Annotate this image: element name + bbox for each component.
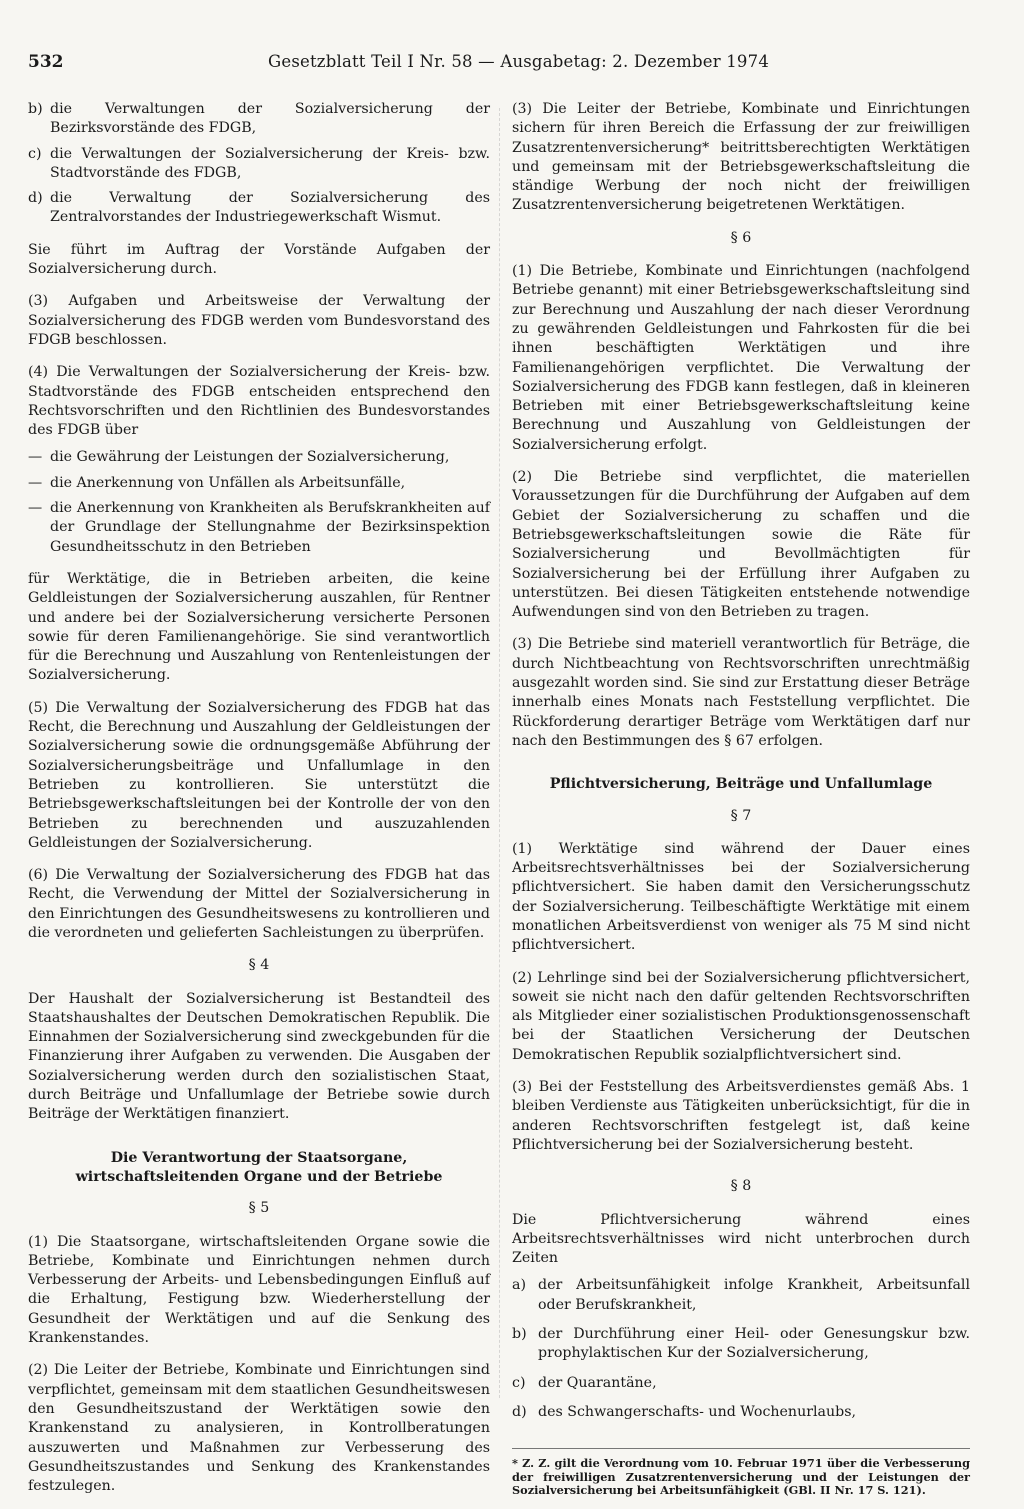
paragraph: (5) Die Verwaltung der Sozialversicherung des FDGB hat das Recht, die Berechnung und Auszahlung der Geldleistungen der Sozialversicherung sowie die ordnungsgemäße Abführung der Sozialversicherungsbeiträge und Unfallumlage in den Betrieben zu kontrollieren. Sie unterstützt die Betriebsgewerkschaftsleitungen bei der Kontrolle der von den Betrieben zu berechnenden und auszuzahlenden Geldleistungen der Sozialversicherung. [28,699,490,851]
right-column [512,100,970,1498]
section-sign: § 6 [730,229,752,246]
section-heading: Pflichtversicherung, Beiträge und Unfallumlage [549,776,933,793]
paragraph: (3) Bei der Feststellung des Arbeitsverdienstes gemäß Abs. 1 bleiben Verdienste aus Tätigkeiten unberücksichtigt, für die in anderen Rechtsvorschriften festgelegt ist, daß keine Pflichtversicherung bei der Sozialversicherung besteht. [512,1079,970,1153]
paragraph: für Werktätige, die in Betrieben arbeiten, die keine Geldleistungen der Sozialversicherung auszahlen, für Rentner und andere bei der Sozialversicherung versicherte Personen sowie für deren Familienangehörige. Sie sind verantwortlich für die Berechnung und Auszahlung von Rentenleistungen der Sozialversicherung. [28,570,490,684]
section-heading: Die Verantwortung der Staatsorgane, wirtschaftsleitenden Organe und der Betriebe [75,1149,443,1185]
list-item: — die Gewährung der Leistungen der Sozialversicherung, [28,449,450,466]
list-item: — die Anerkennung von Krankheiten als Berufskrankheiten auf der Grundlage der Stellungnahme der Bezirksinspektion Gesundheitsschutz in den Betrieben [28,500,490,555]
section-sign: § 7 [730,807,752,824]
paragraph: (3) Die Leiter der Betriebe, Kombinate und Einrichtungen sichern für ihren Bereich die Erfassung der zur freiwilligen Zusatzrentenversicherung* beitrittsberechtigten Werktätigen und gemeinsam mit der Betriebsgewerkschaftsleitung die ständige Werbung der noch nicht der freiwilligen Zusatzrentenversicherung beigetretenen Werktätigen. [512,101,970,214]
paragraph: (2) Lehrlinge sind bei der Sozialversicherung pflichtversichert, soweit sie nicht nach den dafür geltenden Rechtsvorschriften als Mitglieder einer sozialistischen Produktionsgenossenschaft bei der Staatlichen Versicherung der Deutschen Demokratischen Republik sozialpflichtversichert sind. [512,969,970,1063]
paragraph: (1) Die Betriebe, Kombinate und Einrichtungen (nachfolgend Betriebe genannt) mit einer Betriebsgewerkschaftsleitung sind zur Berechnung und Auszahlung der nach dieser Verordnung zu gewährenden Geldleistungen und Fahrkosten für die bei ihnen beschäftigten Werktätigen und ihre Familienangehörigen verpflichtet. Die Verwaltung der Sozialversicherung des FDGB kann festlegen, daß in kleineren Betrieben mit einer Betriebsgewerkschaftsleitung keine Berechnung und Auszahlung von Geldleistungen der Sozialversicherung erfolgt. [512,263,970,453]
running-title: Gesetzblatt Teil I Nr. 58 — Ausgabetag: 2. Dezember 1974 [268,52,770,71]
paragraph: (3) Aufgaben und Arbeitsweise der Verwaltung der Sozialversicherung des FDGB werden vom Bundesvorstand des FDGB beschlossen. [28,293,490,348]
section-sign: § 4 [248,957,270,974]
list-top [28,100,490,228]
paragraph: Der Haushalt der Sozialversicherung ist Bestandteil des Staatshaushaltes der Deutschen Demokratischen Republik. Die Einnahmen der Sozialversicherung sind zweckgebunden für die Finanzierung ihrer Aufgaben zu verwenden. Die Ausgaben der Sozialversicherung werden durch den sozialistischen Staat, durch Beiträge und Unfallumlage der Betriebe sowie durch Beiträge der Werktätigen finanziert. [28,990,490,1123]
paragraph: (3) Die Betriebe sind materiell verantwortlich für Beträge, die durch Nichtbeachtung von Rechtsvorschriften unrechtmäßig ausgezahlt worden sind. Sie sind zur Erstattung dieser Beträge innerhalb eines Monats nach Feststellung verpflichtet. Die Rückforderung derartiger Beträge vom Werktätigen darf nur nach den Bestimmungen des § 67 erfolgen. [512,636,970,749]
list-item: c) der Quarantäne, [512,1374,657,1391]
column-divider [499,108,501,1398]
page-number: 532 [28,52,64,72]
list-item: b) der Durchführung einer Heil- oder Genesungskur bzw. prophylaktischen Kur der Sozialversicherung, [512,1326,970,1362]
paragraph: (2) Die Betriebe sind verpflichtet, die materiellen Voraussetzungen für die Durchführung der Aufgaben auf dem Gebiet der Sozialversicherung zu schaffen und die Betriebsgewerkschaftsleitungen sowie die Räte für Sozialversicherung und Bevollmächtigten für Sozialversicherung bei der Erfüllung ihrer Aufgaben zu unterstützen. Bei diesen Tätigkeiten entstehende notwendige Aufwendungen sind von den Betrieben zu tragen. [512,469,970,621]
section-sign: § 5 [248,1200,270,1217]
list-item: d) die Verwaltung der Sozialversicherung des Zentralvorstandes der Industriegewerkschaft Wismut. [28,190,490,226]
paragraph: (1) Werktätige sind während der Dauer eines Arbeitsrechtsverhältnisses bei der Sozialversicherung pflichtversichert. Sie haben damit den Versicherungsschutz der Sozialversicherung. Teilbeschäftigte Werktätige mit einem monatlichen Arbeitsverdienst von weniger als 75 M sind nicht pflichtversichert. [512,840,970,954]
dash-list [28,448,490,556]
paragraph: Sie führt im Auftrag der Vorstände Aufgaben der Sozialversicherung durch. [28,241,490,278]
paragraph: (2) Die Leiter der Betriebe, Kombinate und Einrichtungen sind verpflichtet, gemeinsam mit dem staatlichen Gesundheitswesen den Gesundheitszustand der Werktätigen sowie den Krankenstand zu analysieren, in Kontrollberatungen auszuwerten und Maßnahmen zur Verbesserung des Gesundheitszustandes und Senkung des Krankenstandes festzulegen. [28,1362,490,1495]
section-sign: § 8 [730,1178,752,1195]
list-item: c) die Verwaltungen der Sozialversicherung der Kreis- bzw. Stadtvorstände des FDGB, [28,145,490,181]
left-column [28,100,490,1509]
paragraph: Die Pflichtversicherung während eines Arbeitsrechtsverhältnisses wird nicht unterbrochen durch Zeiten [512,1211,970,1267]
paragraph: (6) Die Verwaltung der Sozialversicherung des FDGB hat das Recht, die Verwendung der Mittel der Sozialversicherung in den Einrichtungen des Gesundheitswesens zu kontrollieren und die verordneten und gelieferten Sachleistungen zu überprüfen. [28,867,490,941]
list-item: b) die Verwaltungen der Sozialversicherung der Bezirksvorstände des FDGB, [28,101,490,137]
paragraph: (4) Die Verwaltungen der Sozialversicherung der Kreis- bzw. Stadtvorstände des FDGB entscheiden entsprechend den Rechtsvorschriften und den Richtlinien des Bundesvorstandes des FDGB über [28,364,490,439]
paragraph: (1) Die Staatsorgane, wirtschaftsleitenden Organe sowie die Betriebe, Kombinate und Einrichtungen nehmen durch Verbesserung der Arbeits- und Lebensbedingungen Einfluß auf die Erhaltung, Festigung bzw. Wiederherstellung der Gesundheit der Werktätigen und auf die Senkung des Krankenstandes. [28,1233,490,1347]
s8-list [512,1276,970,1422]
list-item: a) der Arbeitsunfähigkeit infolge Krankheit, Arbeitsunfall oder Berufskrankheit, [512,1277,970,1313]
page-header [28,52,1000,78]
list-item: d) des Schwangerschafts- und Wochenurlaubs, [512,1403,856,1420]
list-item: — die Anerkennung von Unfällen als Arbeitsunfälle, [28,474,406,491]
footnote: * Z. Z. gilt die Verordnung vom 10. Februar 1971 über die Verbesserung der freiwilligen Zusatzrentenversicherung und der Leistungen der Sozialversicherung bei Arbeitsunfähigkeit (GBl. II Nr. 17 S. 121). [512,1448,970,1498]
